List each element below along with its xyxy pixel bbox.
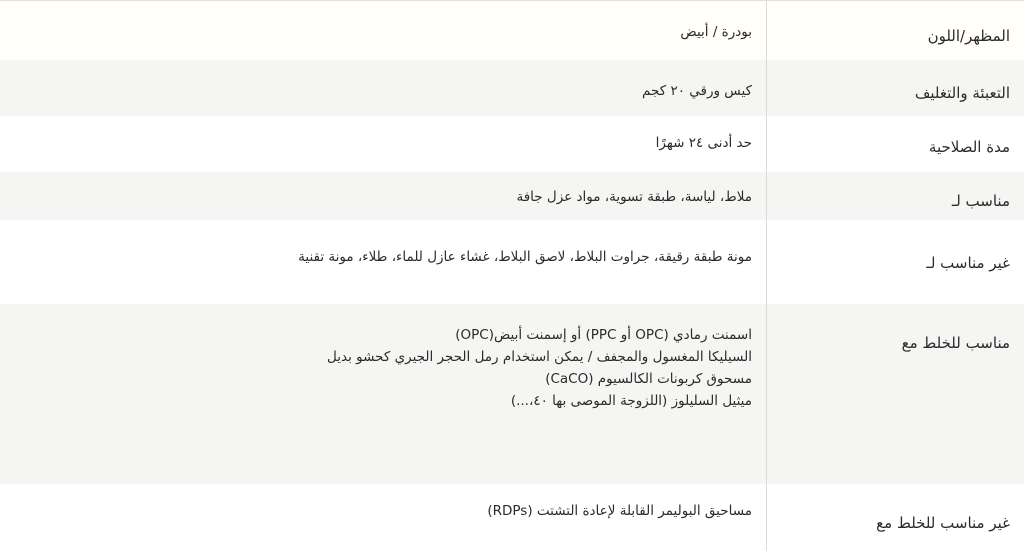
row-label-cell xyxy=(766,60,1024,116)
row-value-line: ميثيل السليلوز (اللزوجة الموصى بها ٤٠،...) xyxy=(510,393,752,409)
table-row xyxy=(0,60,1024,116)
row-label: مناسب للخلط مع xyxy=(901,334,1010,352)
row-value-cell xyxy=(0,60,766,116)
row-value-line: اسمنت رمادي (OPC أو PPC) أو إسمنت أبيض(OPC) xyxy=(455,327,752,343)
row-value-cell xyxy=(0,304,766,484)
table-row xyxy=(0,484,1024,551)
row-value-line: السيليكا المغسول والمجفف / يمكن استخدام رمل الحجر الجيري كحشو بديل xyxy=(327,349,752,365)
row-label-cell xyxy=(766,172,1024,220)
row-label-cell xyxy=(766,220,1024,304)
table-row xyxy=(0,172,1024,220)
row-label: مناسب لـ xyxy=(951,192,1010,210)
column-divider xyxy=(766,0,767,551)
table-row xyxy=(0,304,1024,484)
row-value: بودرة / أبيض xyxy=(680,24,752,40)
row-value-cell xyxy=(0,172,766,220)
row-label-cell xyxy=(766,304,1024,484)
row-label-cell xyxy=(766,1,1024,61)
row-value: كيس ورقي ٢٠ كجم xyxy=(642,83,752,99)
row-label: غير مناسب لـ xyxy=(926,254,1010,272)
row-value: ملاط، لياسة، طبقة تسوية، مواد عزل جافة xyxy=(516,189,752,205)
row-value-line: مسحوق كربونات الكالسيوم (CaCO) xyxy=(545,371,752,387)
row-label: مدة الصلاحية xyxy=(928,138,1010,156)
row-value-cell xyxy=(0,116,766,172)
table-row xyxy=(0,0,1024,61)
row-value-cell xyxy=(0,484,766,551)
row-value-cell xyxy=(0,1,766,61)
row-value: حد أدنى ٢٤ شهرًا xyxy=(655,135,752,151)
row-value: مونة طبقة رقيقة، جراوت البلاط، لاصق البلاط، غشاء عازل للماء، طلاء، مونة تقنية xyxy=(298,249,752,265)
row-value-cell xyxy=(0,220,766,304)
row-label-cell xyxy=(766,116,1024,172)
table-row xyxy=(0,220,1024,304)
row-value: مساحيق البوليمر القابلة لإعادة التشتت (RDPs) xyxy=(487,503,752,519)
row-label: غير مناسب للخلط مع xyxy=(876,514,1010,532)
row-label: التعبئة والتغليف xyxy=(914,84,1010,102)
row-label-cell xyxy=(766,484,1024,551)
row-label: المظهر/اللون xyxy=(927,27,1010,45)
table-row xyxy=(0,116,1024,172)
row-value-lines xyxy=(327,324,752,412)
